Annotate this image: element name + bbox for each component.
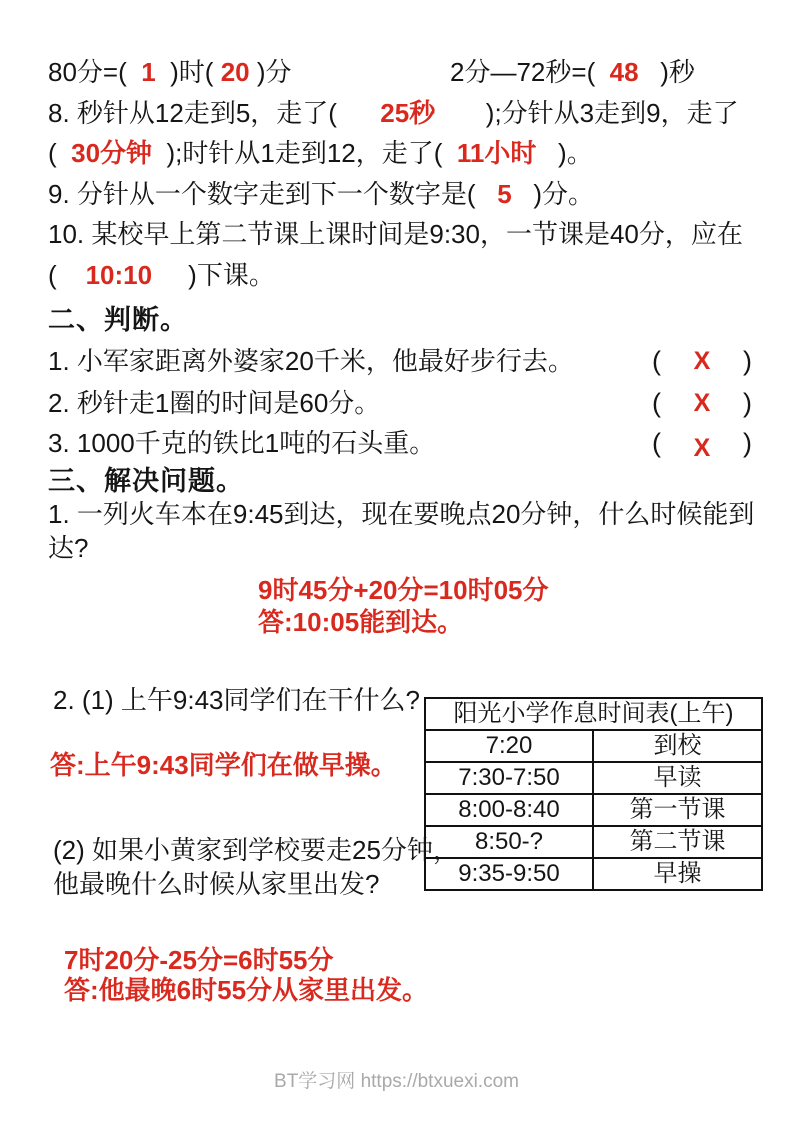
q7-answer-seconds: 48 (609, 57, 639, 87)
judgment-2-x-mark: X (693, 389, 711, 417)
q7-left-mid: )时( (155, 57, 221, 87)
q10-text-b: ( (48, 260, 86, 290)
open-paren: ( (652, 428, 661, 458)
footer-site-link[interactable]: BT学习网 https://btxuexi.com (274, 1071, 519, 1092)
footer (0, 1066, 793, 1093)
question-7-right (450, 55, 695, 89)
judgment-3-x-mark: X (693, 434, 711, 462)
q7-right-text: 2分—72秒=( (450, 57, 610, 87)
problem-2-part2-text-line2: 他最晚什么时候从家里出发? (53, 869, 380, 899)
q10-text: 10. 某校早上第二节课上课时间是9:30，一节课是40分，应在 (48, 219, 743, 249)
q10-text-c: )下课。 (152, 260, 275, 290)
timetable-row (426, 857, 761, 889)
timetable-time-cell: 7:30-7:50 (426, 763, 594, 793)
close-paren: ) (743, 346, 752, 376)
question-7-left (48, 55, 292, 89)
timetable-time-cell: 8:50-? (426, 827, 594, 857)
judgment-2-mark-group (652, 386, 752, 420)
q8-answer-30min: 30分钟 (71, 138, 153, 168)
q7-left-text: 80分=( (48, 57, 142, 87)
section-3-heading (48, 464, 244, 498)
problem-2-part1-question (53, 683, 420, 717)
judgment-row-1 (48, 344, 758, 378)
timetable-time-cell: 7:20 (426, 731, 594, 761)
problem-2-part1-answer (50, 748, 397, 782)
problem-1-question (48, 497, 793, 565)
problem-1-answer-equation (258, 573, 549, 607)
judgment-1-x-mark: X (693, 347, 711, 375)
problem-2-part1-answer-text: 答:上午9:43同学们在做早操。 (50, 750, 397, 780)
q8-text-c: ( (48, 138, 72, 168)
q7-left-end: )分 (249, 57, 292, 87)
timetable-time-cell: 9:35-9:50 (426, 859, 594, 889)
close-paren: ) (743, 388, 752, 418)
school-timetable (424, 697, 763, 891)
problem-1-equation-text: 9时45分+20分=10时05分 (258, 575, 549, 605)
q9-answer-5: 5 (497, 179, 512, 209)
timetable-row (426, 729, 761, 761)
open-paren: ( (652, 346, 661, 376)
timetable-activity-cell: 第二节课 (629, 828, 726, 855)
judgment-3-text: 3. 1000千克的铁比1吨的石头重。 (48, 428, 436, 458)
judgment-row-2 (48, 386, 758, 420)
question-10-line1 (48, 217, 743, 251)
judgment-1-mark-group (652, 344, 752, 378)
problem-1-answer-sentence (258, 605, 463, 639)
problem-2-part2-question-line2 (53, 867, 379, 901)
judgment-row-3 (48, 426, 758, 460)
q8-text-d: );时针从1走到12，走了( (152, 138, 457, 168)
q9-text-a: 9. 分针从一个数字走到下一个数字是( (48, 179, 498, 209)
problem-2-part2-equation-text: 7时20分-25分=6时55分 (64, 945, 334, 975)
timetable-activity-cell: 到校 (653, 732, 702, 759)
question-8-line2 (48, 136, 593, 170)
q7-answer-hours: 1 (141, 57, 156, 87)
section-2-heading (48, 303, 188, 337)
open-paren: ( (652, 388, 661, 418)
q7-right-end: )秒 (638, 57, 695, 87)
problem-2-part1-text: 2. (1) 上午9:43同学们在干什么? (53, 685, 420, 715)
question-9 (48, 177, 594, 211)
problem-2-part2-answer-equation (64, 943, 334, 977)
q8-answer-11h: 11小时 (456, 138, 537, 168)
q8-answer-25s: 25秒 (380, 98, 436, 128)
timetable-row (426, 793, 761, 825)
timetable-title: 阳光小学作息时间表(上午) (453, 700, 734, 727)
problem-2-part2-text-line1: (2) 如果小黄家到学校要走25分钟， (53, 835, 459, 865)
timetable-activity-cell: 第一节课 (629, 796, 726, 823)
timetable-row (426, 825, 761, 857)
q7-answer-minutes: 20 (220, 57, 250, 87)
judgment-2-text: 2. 秒针走1圈的时间是60分。 (48, 388, 381, 418)
close-paren: ) (743, 428, 752, 458)
timetable-activity-cell: 早操 (653, 860, 702, 887)
problem-2-part2-answer-text: 答:他最晚6时55分从家里出发。 (64, 975, 429, 1005)
q10-answer-1010: 10:10 (85, 260, 153, 290)
problem-2-part2-answer-sentence (64, 973, 428, 1007)
problem-1-answer-text: 答:10:05能到达。 (258, 607, 464, 637)
judgment-3-mark-group (652, 428, 752, 465)
problem-1-text: 1. 一列火车本在9:45到达，现在要晚点20分钟，什么时候能到达? (48, 499, 755, 563)
q8-text-e: )。 (536, 138, 593, 168)
question-8-line1 (48, 96, 739, 130)
problem-2-part2-question-line1 (53, 833, 459, 867)
section-2-heading-text: 二、判断。 (48, 305, 188, 335)
timetable-activity-cell: 早读 (653, 764, 702, 791)
q9-text-b: )分。 (511, 179, 595, 209)
judgment-1-text: 1. 小军家距离外婆家20千米，他最好步行去。 (48, 346, 574, 376)
q8-text-b: );分针从3走到9，走了 (435, 98, 739, 128)
section-3-heading-text: 三、解决问题。 (48, 466, 244, 496)
q8-text-a: 8. 秒针从12走到5，走了( (48, 98, 381, 128)
timetable-time-cell: 8:00-8:40 (426, 795, 594, 825)
timetable-row (426, 761, 761, 793)
question-10-line2 (48, 258, 275, 292)
